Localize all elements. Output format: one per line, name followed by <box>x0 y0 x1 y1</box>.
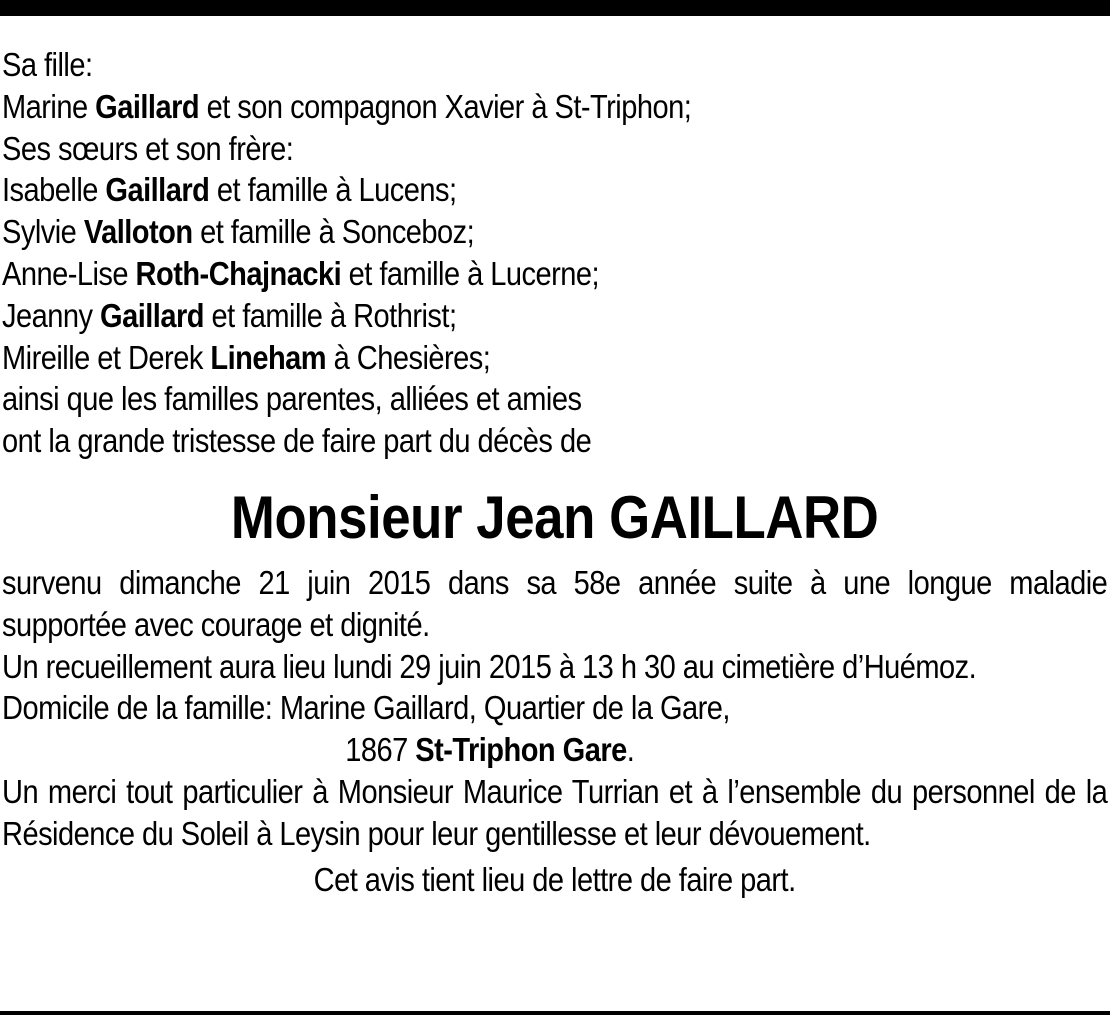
death-paragraph: survenu dimanche 21 juin 2015 dans sa 58e année suite à une longue maladie supportée avec courage et dignité. <box>2 563 1108 643</box>
intro-daughter: Sa fille: <box>2 46 93 83</box>
notice-line: Cet avis tient lieu de lettre de faire part. <box>313 860 796 898</box>
sibling-line: Isabelle Gaillard et famille à Lucens; <box>2 171 457 209</box>
top-rule <box>0 0 1110 16</box>
daughter-line: Marine Gaillard et son compagnon Xavier à St-Triphon; <box>2 87 692 125</box>
surname: Lineham <box>210 338 327 376</box>
closing-line: ont la grande tristesse de faire part du décès de <box>2 422 592 460</box>
sibling-line: Mireille et Derek Lineham à Chesières; <box>2 338 491 376</box>
sibling-line: Anne-Lise Roth-Chajnacki et famille à Lucerne; <box>2 254 600 292</box>
surname: Gaillard <box>105 171 210 209</box>
sibling-line: Jeanny Gaillard et famille à Rothrist; <box>2 296 457 334</box>
sibling-line: Sylvie Valloton et famille à Sonceboz; <box>2 213 475 251</box>
surname: Gaillard <box>100 296 204 334</box>
domicile-line: Domicile de la famille: Marine Gaillard, Quartier de la Gare, <box>2 689 730 727</box>
deceased-name: Monsieur Jean GAILLARD <box>230 483 879 551</box>
surname: Valloton <box>83 213 193 251</box>
thanks-paragraph: Un merci tout particulier à Monsieur Maurice Turrian et à l’ensemble du personnel de la Résidence du Soleil à Leysin pour leur gentillesse et leur dévouement. <box>2 772 1108 852</box>
surname: Gaillard <box>95 87 200 125</box>
address-city: St-Triphon Gare <box>415 731 627 769</box>
ceremony-paragraph: Un recueillement aura lieu lundi 29 juin 2015 à 13 h 30 au cimetière d’Huémoz. <box>2 647 977 685</box>
address-line: 1867 St-Triphon Gare. <box>345 731 635 769</box>
notice-text <box>2 44 1107 900</box>
surname: Roth-Chajnacki <box>135 254 342 292</box>
bottom-rule <box>0 1011 1110 1015</box>
intro-siblings: Ses sœurs et son frère: <box>2 129 294 167</box>
closing-line: ainsi que les familles parentes, alliées et amies <box>2 380 582 418</box>
